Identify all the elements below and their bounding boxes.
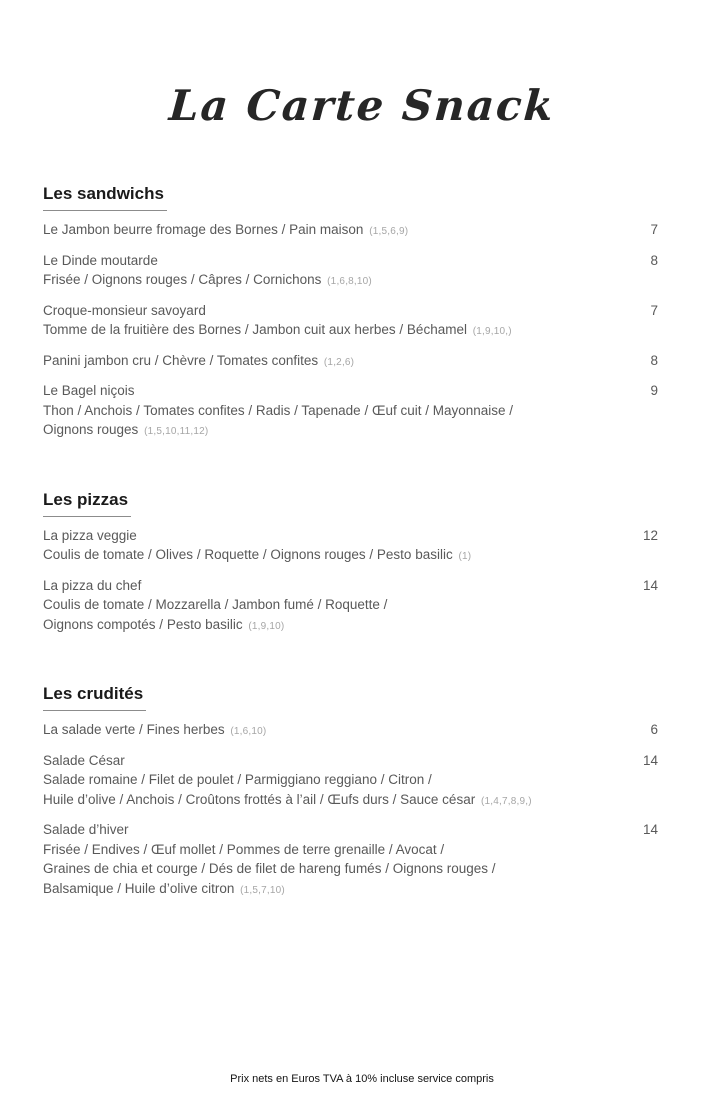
item-row	[43, 301, 658, 321]
item-row	[43, 381, 658, 401]
section-heading: Les pizzas	[43, 490, 131, 517]
item-row	[43, 251, 658, 271]
item-description: Frisée / Oignons rouges / Câpres / Cornichons (1,6,8,10)	[43, 272, 372, 287]
section-heading: Les crudités	[43, 684, 146, 711]
item-row	[43, 351, 658, 373]
section-heading-wrap	[43, 678, 658, 711]
section-pizzas	[43, 484, 658, 637]
item-description: Graines de chia et courge / Dés de filet de hareng fumés / Oignons rouges /	[43, 861, 496, 876]
item-name: Croque-monsieur savoyard	[43, 302, 206, 318]
item-price: 12	[642, 527, 658, 543]
menu-item	[43, 381, 658, 442]
allergen-refs: (1,5,7,10)	[240, 884, 285, 896]
item-price: 14	[642, 577, 658, 593]
footer-note: Prix nets en Euros TVA à 10% incluse service compris	[230, 1073, 494, 1085]
menu-item	[43, 576, 658, 637]
item-description: Oignons compotés / Pesto basilic (1,9,10)	[43, 616, 285, 632]
item-description: Frisée / Endives / Œuf mollet / Pommes de terre grenaille / Avocat /	[43, 841, 445, 857]
menu-content	[43, 178, 658, 900]
section-heading: Les sandwichs	[43, 184, 167, 211]
item-price: 14	[642, 752, 658, 768]
section-items	[43, 220, 658, 442]
item-name: Le Bagel niçois	[43, 383, 135, 398]
allergen-refs: (1,4,7,8,9,)	[480, 795, 532, 807]
item-price: 8	[650, 352, 658, 368]
menu-item	[43, 720, 658, 742]
item-name: Salade d’hiver	[43, 822, 129, 837]
item-name: La salade verte / Fines herbes	[43, 722, 225, 737]
item-price: 7	[650, 222, 658, 237]
section-crudites	[43, 678, 658, 900]
item-description: Balsamique / Huile d’olive citron (1,5,7,10)	[43, 880, 285, 896]
allergen-refs: (1,5,6,9)	[369, 226, 409, 237]
item-name: Le Dinde moutarde	[43, 252, 158, 268]
section-heading-wrap	[43, 178, 658, 211]
item-description: Salade romaine / Filet de poulet / Parmiggiano reggiano / Citron /	[43, 772, 432, 787]
item-price: 7	[650, 302, 658, 318]
allergen-refs: (1,6,8,10)	[327, 276, 372, 287]
item-row	[43, 820, 658, 840]
allergen-refs: (1)	[458, 551, 472, 562]
menu-page	[0, 76, 724, 1085]
item-description: Coulis de tomate / Olives / Roquette / Oignons rouges / Pesto basilic (1)	[43, 547, 472, 562]
item-price: 14	[642, 822, 658, 837]
item-name: La pizza veggie	[43, 527, 137, 543]
section-sandwichs	[43, 178, 658, 442]
item-description: Huile d’olive / Anchois / Croûtons frottés à l’ail / Œufs durs / Sauce césar (1,4,7,8,9,)	[43, 791, 532, 807]
allergen-refs: (1,5,10,11,12)	[144, 426, 209, 437]
menu-item	[43, 301, 658, 342]
item-price: 9	[650, 383, 658, 398]
page-title: La Carte Snack	[167, 81, 557, 130]
menu-item	[43, 820, 658, 900]
section-items	[43, 720, 658, 900]
item-name: La pizza du chef	[43, 577, 142, 593]
item-row	[43, 526, 658, 546]
menu-item	[43, 251, 658, 292]
item-name: Le Jambon beurre fromage des Bornes / Pain maison	[43, 222, 364, 237]
item-description: Thon / Anchois / Tomates confites / Radis / Tapenade / Œuf cuit / Mayonnaise /	[43, 402, 514, 418]
item-name: Salade César	[43, 752, 125, 768]
item-row	[43, 751, 658, 771]
item-row	[43, 720, 658, 742]
section-heading-wrap	[43, 484, 658, 517]
menu-item	[43, 351, 658, 373]
item-price: 6	[650, 722, 658, 737]
item-description: Coulis de tomate / Mozzarella / Jambon fumé / Roquette /	[43, 597, 388, 612]
menu-item	[43, 751, 658, 812]
item-name: Panini jambon cru / Chèvre / Tomates confites	[43, 352, 319, 368]
item-description: Oignons rouges (1,5,10,11,12)	[43, 422, 209, 437]
item-row	[43, 576, 658, 596]
menu-item	[43, 220, 658, 242]
allergen-refs: (1,9,10)	[248, 620, 285, 632]
menu-item	[43, 526, 658, 567]
item-description: Tomme de la fruitière des Bornes / Jambon cuit aux herbes / Béchamel (1,9,10,)	[43, 322, 512, 337]
allergen-refs: (1,9,10,)	[472, 326, 512, 337]
allergen-refs: (1,6,10)	[230, 726, 267, 737]
item-price: 8	[650, 252, 658, 268]
section-items	[43, 526, 658, 637]
item-row	[43, 220, 658, 242]
allergen-refs: (1,2,6)	[323, 356, 355, 368]
